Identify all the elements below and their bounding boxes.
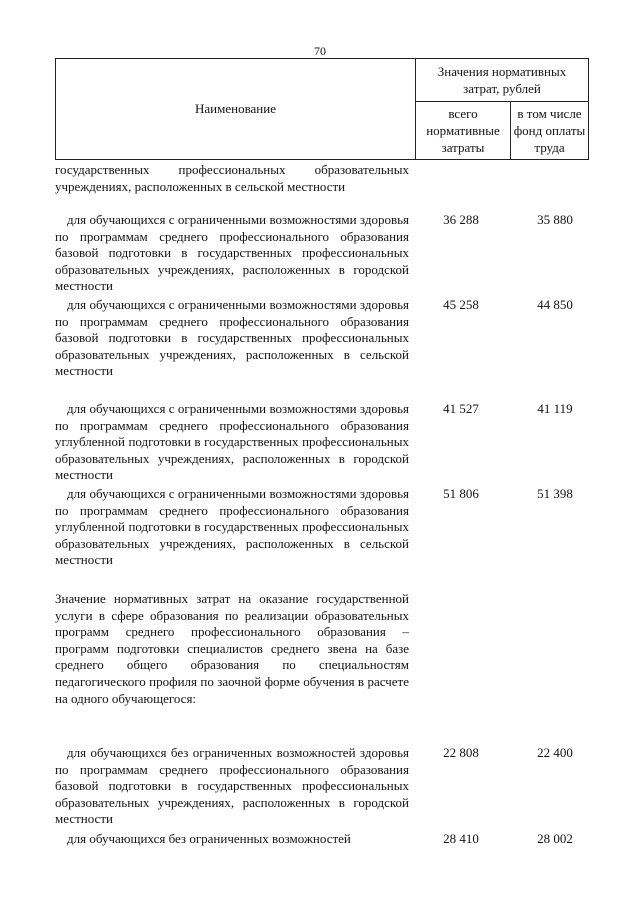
header-values-cell: Значения нормативных затрат, рублей: [416, 59, 588, 102]
row-total-value: 28 410: [443, 831, 479, 846]
row-total-value: 22 808: [443, 745, 479, 760]
row-wage-fund-value: 28 002: [537, 831, 573, 846]
table-row-text: для обучающихся с ограниченными возможностями здоровья по программам среднего профессионального образования базовой подготовки в государственных профессиональных образовательных учреждениях, расположенных в сельской местности: [55, 297, 409, 379]
row-total-value: 36 288: [443, 212, 479, 227]
row-total-value: 51 806: [443, 486, 479, 501]
row-wage-fund-value: 22 400: [537, 745, 573, 760]
table-row-text: для обучающихся с ограниченными возможностями здоровья по программам среднего профессионального образования базовой подготовки в государственных профессиональных образовательных учреждениях, расположенных в городской местности: [55, 212, 409, 294]
table-row-text: для обучающихся с ограниченными возможностями здоровья по программам среднего профессионального образования углубленной подготовки в государственных профессиональных образовательных учреждениях, расположенных в городской местности: [55, 401, 409, 483]
table-row-text: государственных профессиональных образовательных учреждениях, расположенных в сельской местности: [55, 162, 409, 194]
row-wage-fund-value: 41 119: [537, 401, 573, 416]
row-total-value: 45 258: [443, 297, 479, 312]
table-row-text: для обучающихся без ограниченных возможностей: [67, 831, 351, 846]
table-header: [55, 58, 589, 160]
row-wage-fund-value: 51 398: [537, 486, 573, 501]
table-row-text: для обучающихся без ограниченных возможностей здоровья по программам среднего профессионального образования базовой подготовки в государственных профессиональных образовательных учреждениях, расположенных в городской местности: [55, 745, 409, 827]
header-wage-fund-cell: в том числе фонд оплаты труда: [513, 106, 586, 155]
header-name-cell: Наименование: [56, 59, 416, 159]
table-row-text: для обучающихся с ограниченными возможностями здоровья по программам среднего профессионального образования углубленной подготовки в государственных профессиональных образовательных учреждениях, расположенных в сельской местности: [55, 486, 409, 568]
page-number: 70: [314, 44, 326, 58]
row-total-value: 41 527: [443, 401, 479, 416]
section-paragraph: Значение нормативных затрат на оказание государственной услуги в сфере образования по реализации образовательных программ среднего профессионального образования – программ подготовки специалистов среднего звена на базе среднего общего образования по специальностям педагогического профиля по заочной форме обучения в расчете на одного обучающегося:: [55, 591, 409, 706]
row-wage-fund-value: 44 850: [537, 297, 573, 312]
row-wage-fund-value: 35 880: [537, 212, 573, 227]
header-total-cell: всего нормативные затраты: [416, 102, 511, 159]
